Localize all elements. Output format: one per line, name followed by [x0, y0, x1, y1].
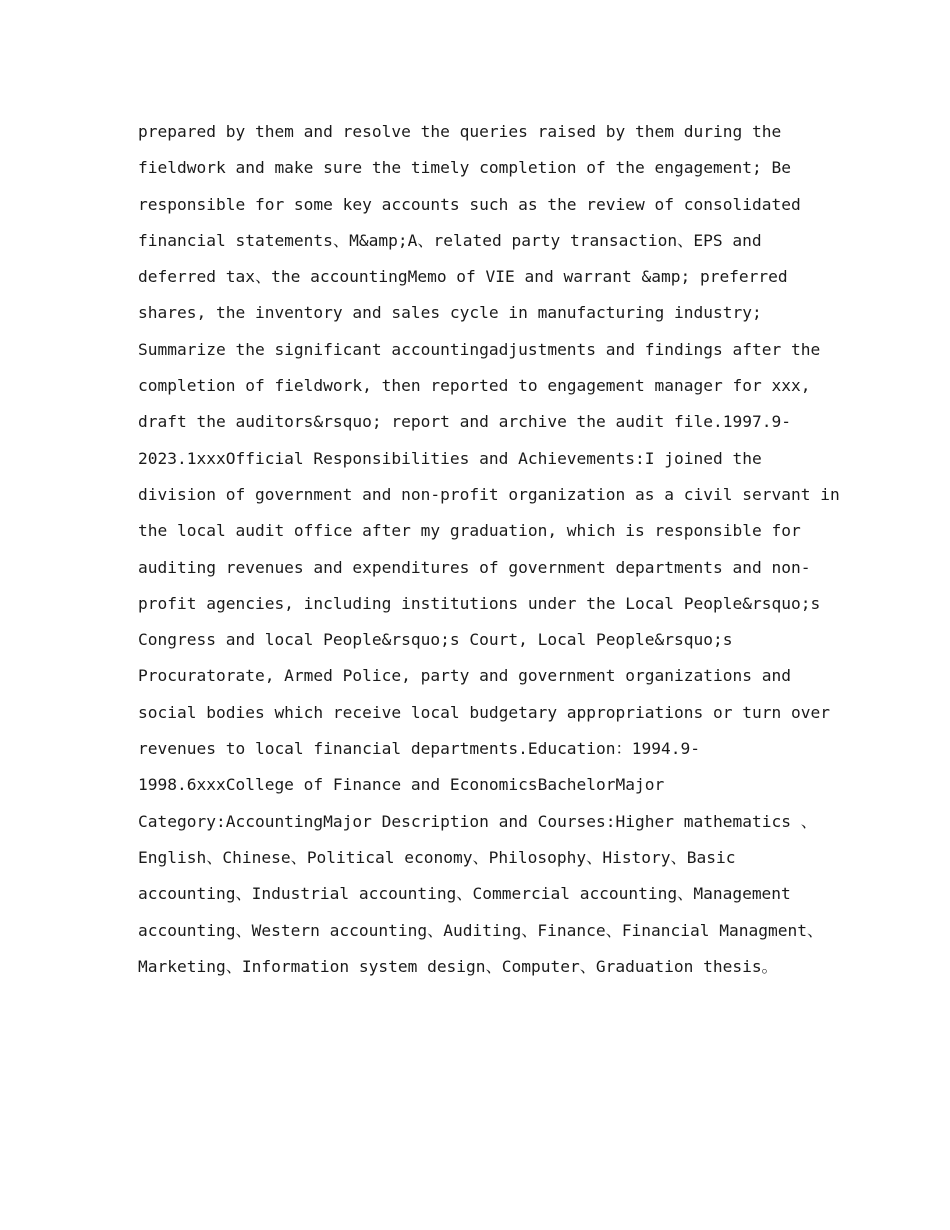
text-line: Congress and local People&rsquo;s Court, Local People&rsquo;s [138, 630, 733, 650]
text-line: shares, the inventory and sales cycle in manufacturing industry; [138, 303, 762, 323]
text-line: Procuratorate, Armed Police, party and government organizations and [138, 666, 791, 686]
text-line: prepared by them and resolve the queries raised by them during the [138, 122, 782, 141]
text-line: deferred tax、the accountingMemo of VIE and warrant &amp; preferred [138, 267, 788, 287]
text-line: auditing revenues and expenditures of government departments and non- [138, 557, 811, 577]
text-line: 1998.6xxxCollege of Finance and EconomicsBachelorMajor [138, 775, 665, 795]
text-line: profit agencies, including institutions under the Local People&rsquo;s [138, 593, 821, 613]
text-line: financial statements、M&amp;A、related party transaction、EPS and [138, 230, 762, 250]
text-line: completion of fieldwork, then reported to engagement manager for xxx, [138, 376, 811, 396]
body-text [138, 114, 838, 985]
text-line: English、Chinese、Political economy、Philosophy、History、Basic [138, 847, 736, 867]
text-line: Category:AccountingMajor Description and Courses:Higher mathematics 、 [138, 811, 817, 831]
text-line: responsible for some key accounts such as the review of consolidated [138, 194, 801, 214]
text-line: revenues to local financial departments.Education：1994.9- [138, 739, 700, 759]
text-line: Marketing、Information system design、Computer、Graduation thesis。 [138, 956, 778, 976]
text-line: social bodies which receive local budgetary appropriations or turn over [138, 702, 830, 722]
text-line: 2023.1xxxOfficial Responsibilities and Achievements:I joined the [138, 448, 762, 468]
text-line: division of government and non-profit organization as a civil servant in [138, 484, 840, 504]
text-line: accounting、Western accounting、Auditing、Finance、Financial Managment、 [138, 920, 824, 940]
text-line: accounting、Industrial accounting、Commercial accounting、Management [138, 884, 791, 904]
text-line: draft the auditors&rsquo; report and archive the audit file.1997.9- [138, 412, 791, 432]
text-line: Summarize the significant accountingadjustments and findings after the [138, 339, 821, 359]
text-line: fieldwork and make sure the timely completion of the engagement; Be [138, 158, 791, 178]
text-line: the local audit office after my graduation, which is responsible for [138, 521, 801, 541]
